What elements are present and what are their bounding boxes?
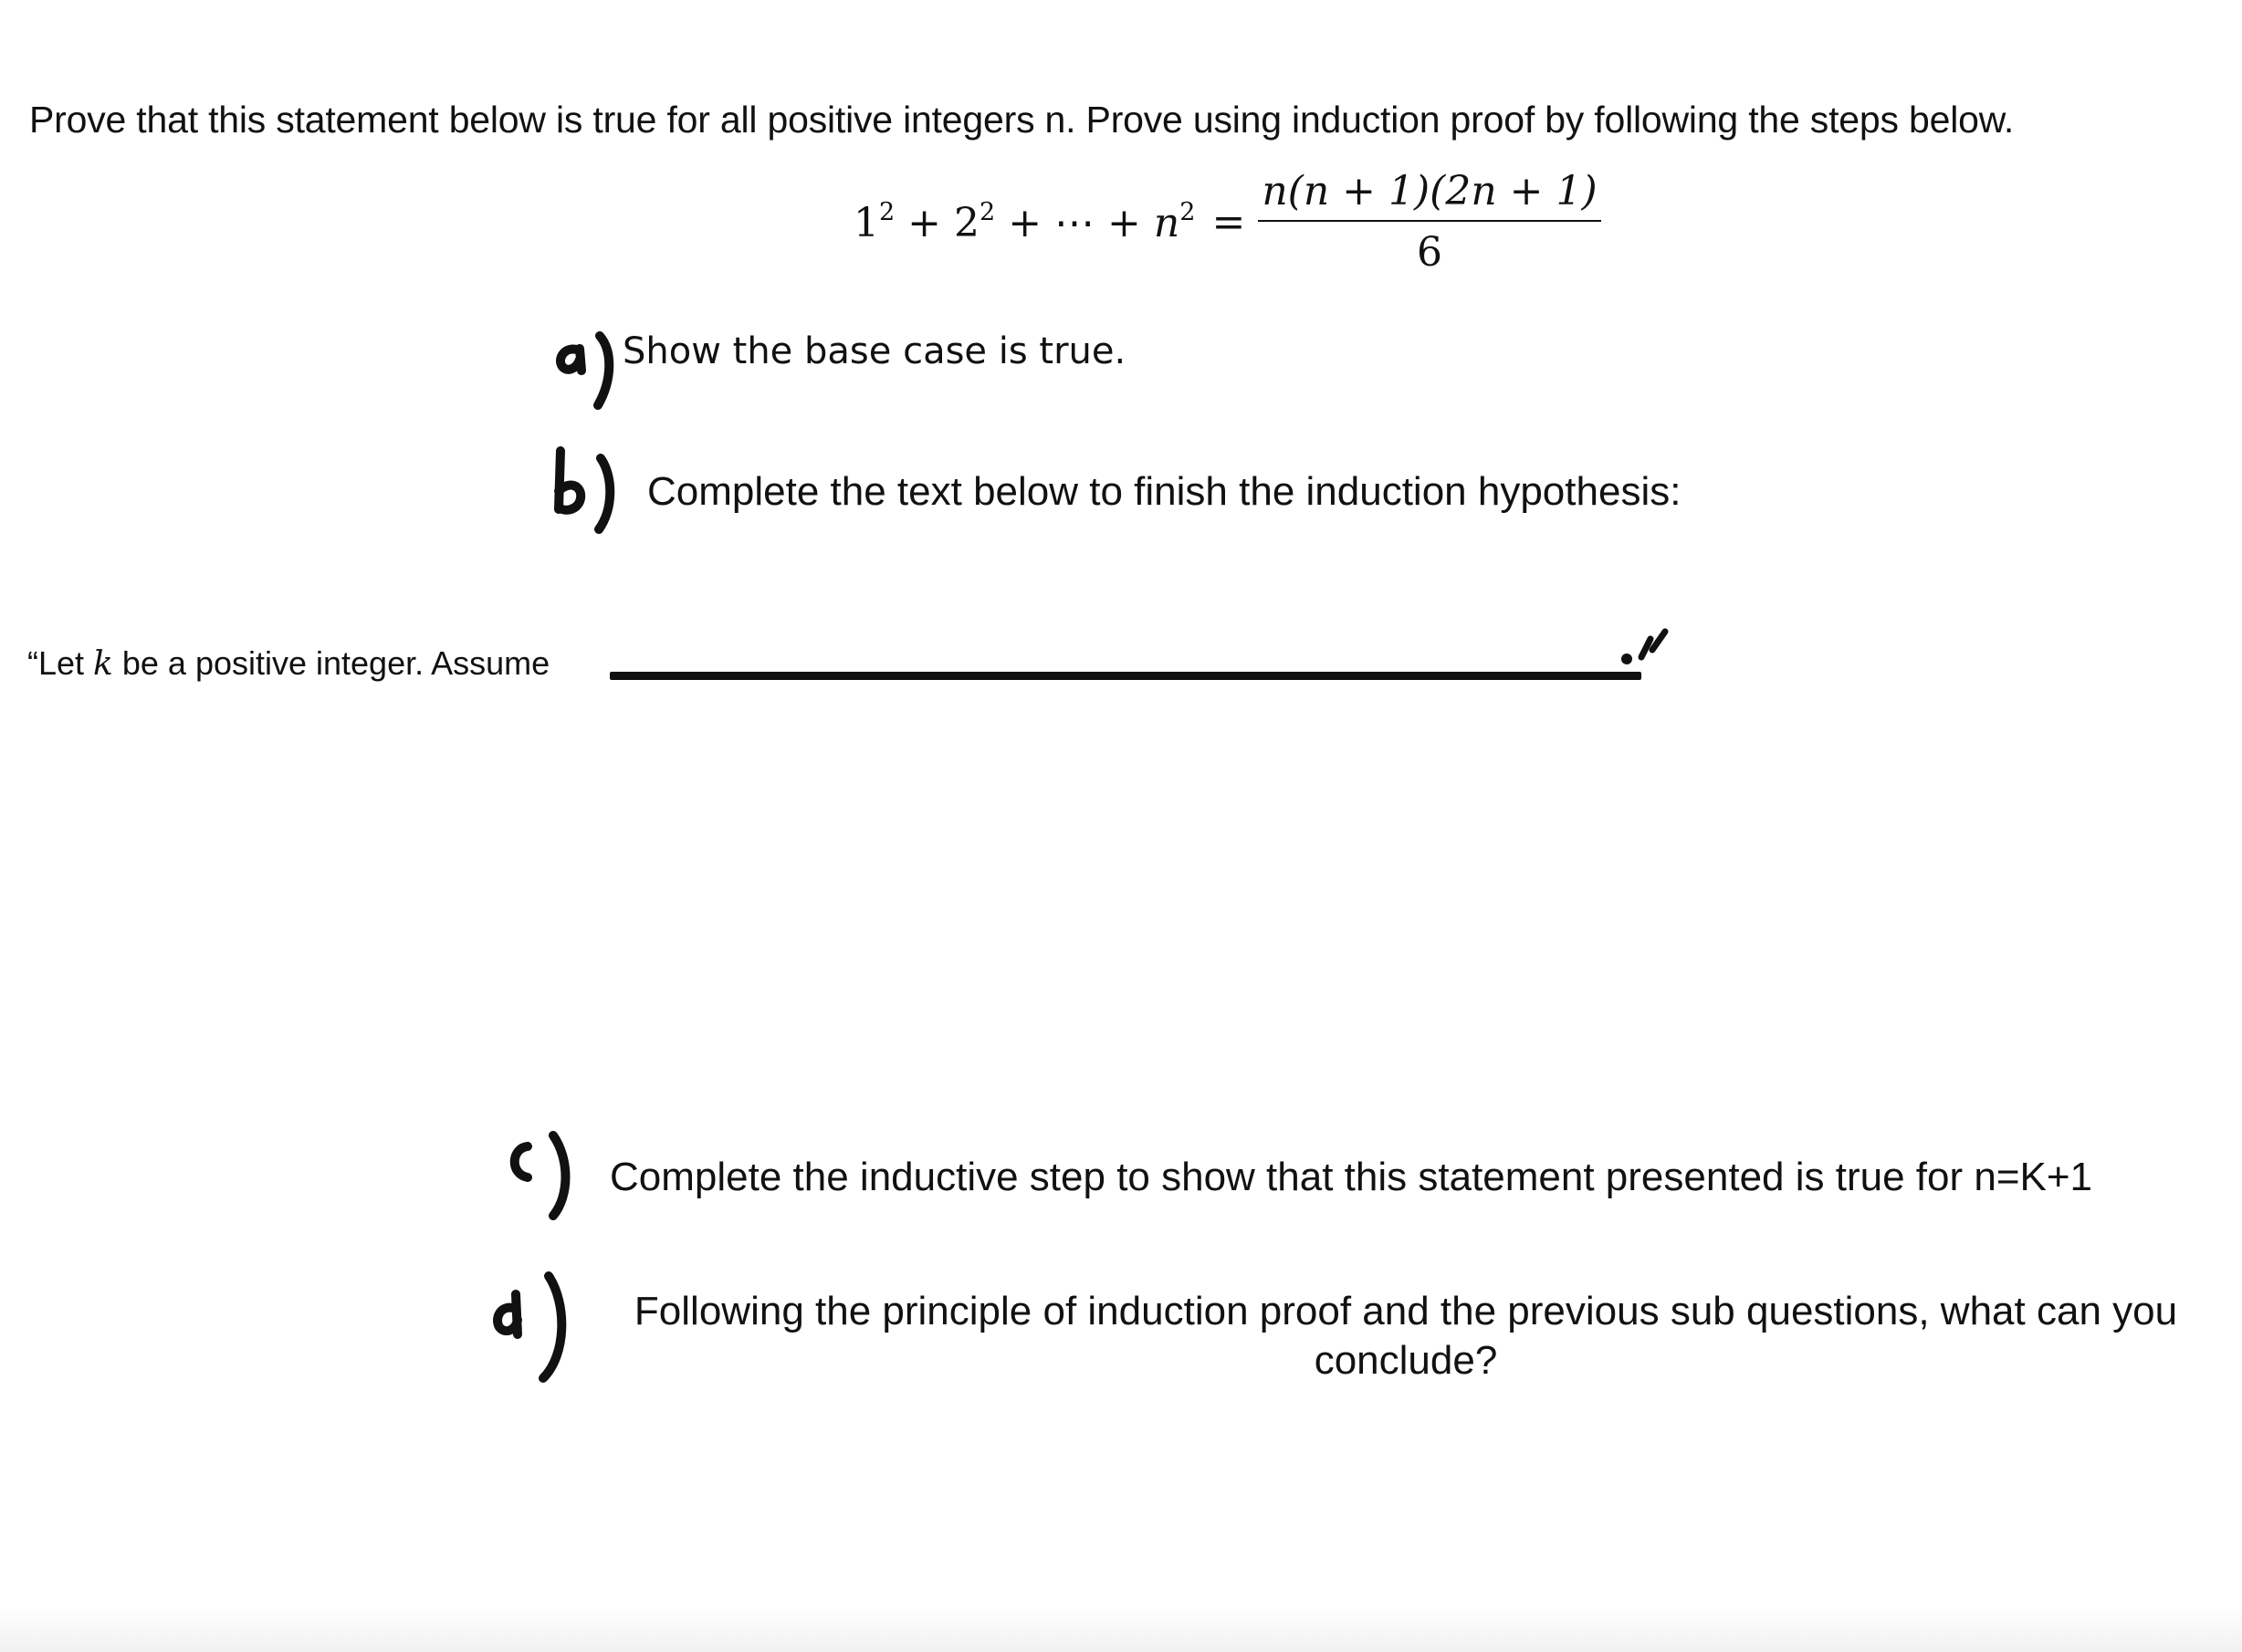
plus-sign: + [895, 199, 955, 246]
part-c-question: Complete the inductive step to show that this statement presented is true for n=K+1 [610, 1155, 2093, 1199]
part-b-question: Complete the text below to finish the induction hypothesis: [647, 469, 1682, 514]
term-n-base: n [1153, 199, 1180, 246]
term-1-base: 1 [854, 199, 879, 246]
handwritten-closing-quote [1614, 621, 1678, 675]
sum-of-squares-formula [854, 162, 1601, 281]
fraction-denominator: 6 [1416, 229, 1442, 276]
term-2-exponent: 2 [980, 197, 996, 226]
equals-sign: = [1211, 198, 1246, 246]
handwritten-label-b [550, 445, 623, 537]
handwritten-label-c [500, 1123, 582, 1223]
term-1-exponent: 2 [879, 197, 896, 226]
formula-lhs [854, 198, 1208, 246]
part-d-question: Following the principle of induction proof and the previous sub questions, what can you conclude? [634, 1289, 2178, 1383]
fraction-numerator: n(n + 1)(2n + 1) [1258, 168, 1600, 222]
handwritten-label-a [552, 330, 625, 413]
hypothesis-open: “Let [27, 644, 94, 682]
ellipsis-terms: + ⋯ + [995, 199, 1154, 246]
hypothesis-variable: k [93, 645, 113, 683]
term-2-base: 2 [954, 199, 980, 246]
term-n-exponent: 2 [1179, 197, 1196, 226]
hypothesis-prefix [27, 644, 550, 683]
problem-statement: Prove that this statement below is true for all positive integers n. Prove using induction proof by following the steps below. [29, 99, 2015, 141]
page-bottom-shadow [0, 1606, 2242, 1652]
part-a-question: Show the base case is true. [623, 330, 1126, 372]
formula-fraction [1258, 168, 1600, 276]
hypothesis-answer-blank[interactable] [610, 672, 1641, 680]
handwritten-label-d [488, 1267, 580, 1385]
hypothesis-rest: be a positive integer. Assume [112, 644, 550, 682]
